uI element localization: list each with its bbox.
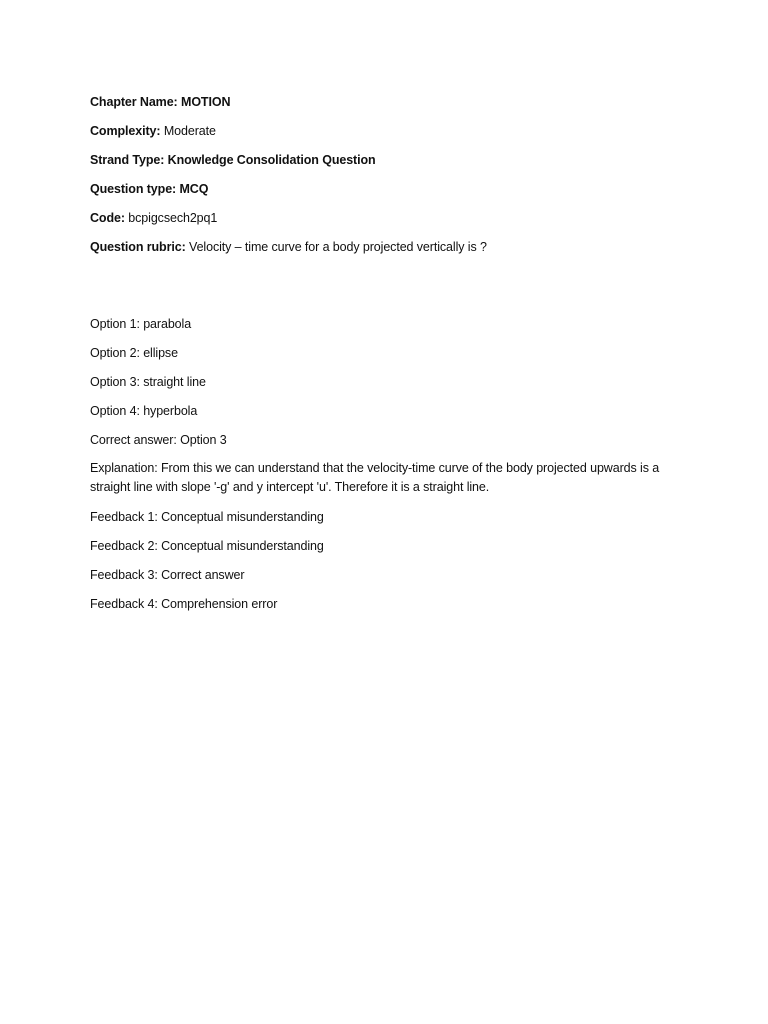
question-rubric-label: Question rubric: [90, 240, 186, 254]
feedback-2: Feedback 2: Conceptual misunderstanding [90, 539, 324, 553]
strand-type-value: Knowledge Consolidation Question [167, 153, 376, 167]
chapter-name-line [90, 92, 690, 121]
option-3: Option 3: straight line [90, 375, 206, 389]
chapter-name-value: MOTION [181, 95, 231, 109]
option-4: Option 4: hyperbola [90, 404, 198, 418]
correct-answer: Correct answer: Option 3 [90, 433, 227, 447]
question-type-line [90, 179, 690, 208]
code-line [90, 208, 690, 237]
question-type-label: Question type: [90, 182, 177, 196]
code-label: Code: [90, 211, 125, 225]
feedback-1: Feedback 1: Conceptual misunderstanding [90, 510, 324, 524]
option-2: Option 2: ellipse [90, 346, 178, 360]
code-value: bcpigcsech2pq1 [128, 211, 218, 225]
strand-type-label: Strand Type: [90, 153, 165, 167]
option-1: Option 1: parabola [90, 317, 192, 331]
feedback-3: Feedback 3: Correct answer [90, 568, 245, 582]
document-body [90, 92, 690, 623]
complexity-value: Moderate [163, 124, 216, 138]
spacer [90, 266, 690, 314]
explanation: Explanation: From this we can understand that the velocity-time curve of the body projected upwards is a straight line with slope '-g' and y intercept 'u'. Therefore it is a straight line. [90, 461, 660, 494]
strand-type-line [90, 150, 690, 179]
chapter-name-label: Chapter Name: [90, 95, 178, 109]
complexity-label: Complexity: [90, 124, 161, 138]
question-type-value: MCQ [179, 182, 209, 196]
question-rubric-line [90, 237, 690, 266]
question-rubric-value: Velocity – time curve for a body projected vertically is ? [189, 240, 487, 254]
complexity-line [90, 121, 690, 150]
feedback-4: Feedback 4: Comprehension error [90, 597, 278, 611]
